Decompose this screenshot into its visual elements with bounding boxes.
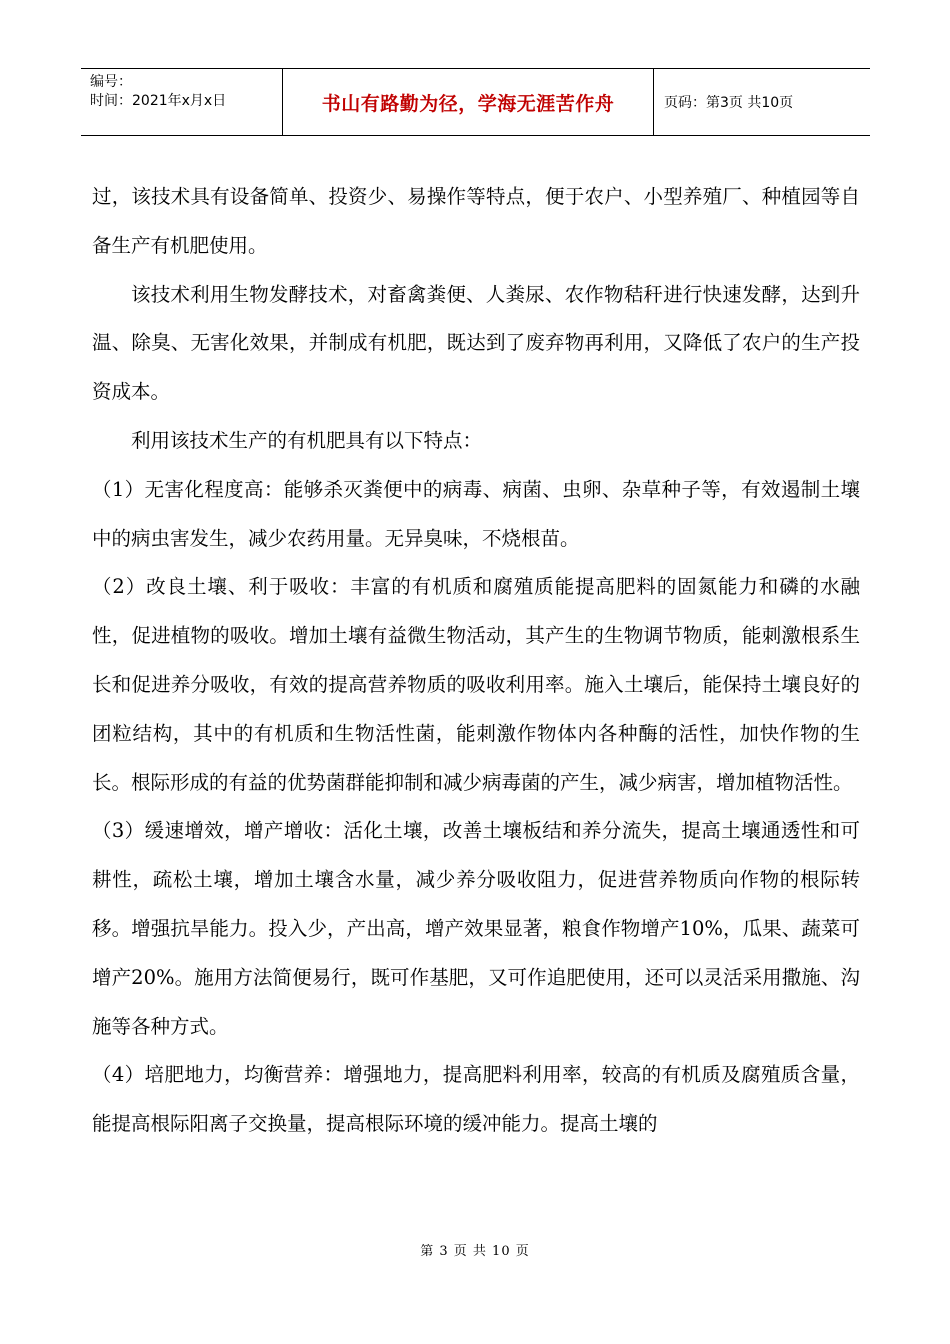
paragraph-features-intro: 利用该技术生产的有机肥具有以下特点： <box>131 428 483 452</box>
page-footer: 第 3 页 共 10 页 <box>420 1244 530 1259</box>
header-motto: 书山有路勤为径，学海无涯苦作舟 <box>321 92 615 115</box>
paragraph-feature-3: （3）缓速增效，增产增收：活化土壤，改善土壤板结和养分流失，提高土壤通透性和可耕性，疏松土壤，增加土壤含水量，减少养分吸收阻力，促进营养物质向作物的根际转移。增强抗旱能力。投入少，产出高，增产效果显著，粮食作物增产10%，瓜果、蔬菜可增产20%。施用方法简便易行，既可作基肥，又可作追肥使用，还可以灵活采用撒施、沟施等各种方式。 <box>92 819 860 1038</box>
header-page-info: 页码：第3页 共10页 <box>664 95 794 111</box>
header-motto-cell <box>283 69 654 135</box>
paragraph-technology: 该技术利用生物发酵技术，对畜禽粪便、人粪尿、农作物秸秆进行快速发酵，达到升温、除臭、无害化效果，并制成有机肥，既达到了废弃物再利用，又降低了农户的生产投资成本。 <box>92 282 860 404</box>
paragraph-feature-4: （4）培肥地力，均衡营养：增强地力，提高肥料利用率，较高的有机质及腐殖质含量，能提高根际阳离子交换量，提高根际环境的缓冲能力。提高土壤的 <box>92 1063 860 1136</box>
header-page-cell <box>654 69 870 135</box>
paragraph-feature-2: （2）改良土壤、利于吸收：丰富的有机质和腐殖质能提高肥料的固氮能力和磷的水融性，促进植物的吸收。增加土壤有益微生物活动，其产生的生物调节物质，能刺激根系生长和促进养分吸收，有效的提高营养物质的吸收利用率。施入土壤后，能保持土壤良好的团粒结构，其中的有机质和生物活性菌，能刺激作物体内各种酶的活性，加快作物的生长。根际形成的有益的优势菌群能抑制和减少病毒菌的产生，减少病害，增加植物活性。 <box>92 575 860 794</box>
document-number-label: 编号： <box>90 74 132 90</box>
document-time-label: 时间：2021年x月x日 <box>90 93 227 109</box>
document-header <box>81 68 870 136</box>
header-meta-cell <box>81 69 283 135</box>
paragraph-feature-1: （1）无害化程度高：能够杀灭粪便中的病毒、病菌、虫卵、杂草种子等，有效遏制土壤中的病虫害发生，减少农药用量。无异臭味，不烧根苗。 <box>92 477 860 550</box>
paragraph-continuation: 过，该技术具有设备简单、投资少、易操作等特点，便于农户、小型养殖厂、种植园等自备生产有机肥使用。 <box>92 185 860 257</box>
document-body <box>92 173 860 1149</box>
